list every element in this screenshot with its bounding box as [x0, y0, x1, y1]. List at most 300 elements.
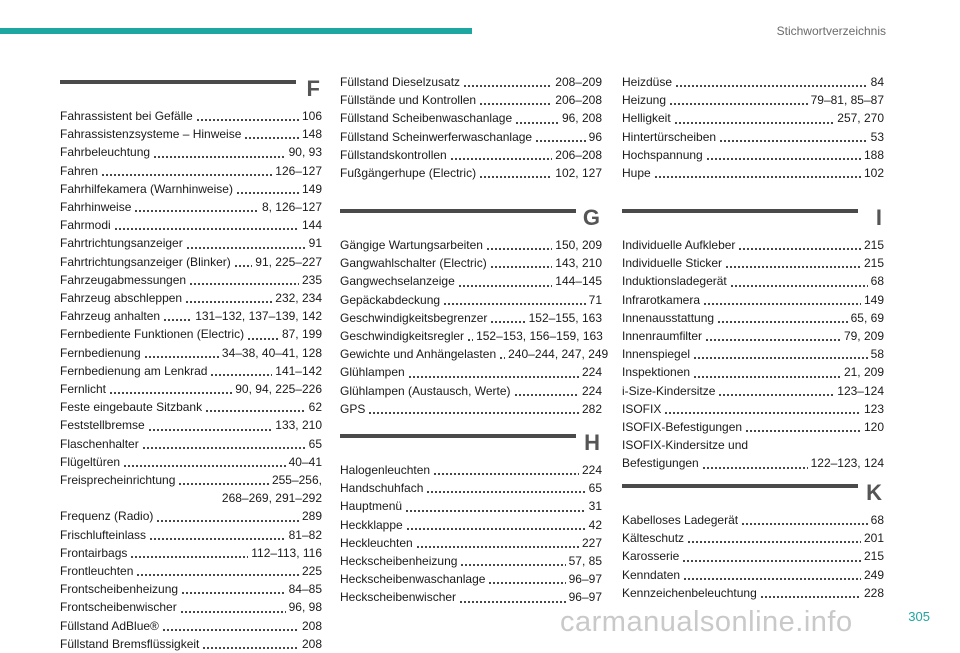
dot-leader: [738, 248, 861, 250]
index-entry-term: Feststellbremse: [60, 418, 145, 433]
index-entry: [60, 453, 322, 471]
index-entry-term: GPS: [340, 401, 366, 416]
index-entry-pages: 42: [588, 517, 602, 532]
index-entry-list: [60, 107, 322, 653]
index-entry-term: Fußgängerhupe (Electric): [340, 166, 477, 181]
dot-leader: [136, 574, 299, 576]
index-entry-pages: 152–155, 163: [528, 310, 602, 325]
index-entry-term: Fahrassistenzsysteme – Hinweise: [60, 127, 242, 142]
index-entry-pages: 96, 98: [288, 600, 322, 615]
dot-leader: [703, 303, 861, 305]
dot-leader: [458, 285, 553, 287]
index-entry: [60, 216, 322, 234]
dot-leader: [486, 248, 552, 250]
index-entry-term: Hupe: [622, 166, 651, 181]
dot-leader: [467, 339, 473, 341]
index-entry: [340, 516, 602, 534]
index-entry-list: [340, 73, 602, 182]
index-entry: [340, 570, 602, 588]
index-entry-term: Fahrzeug abschleppen: [60, 291, 183, 306]
index-entry-term: Glühlampen (Austausch, Werte): [340, 383, 511, 398]
dot-leader: [101, 174, 272, 176]
index-entry-pages: 96: [588, 129, 602, 144]
section-letter: I: [875, 205, 882, 230]
index-entry: [340, 309, 602, 327]
index-entry: [340, 479, 602, 497]
index-entry-term: Fahrassistent bei Gefälle: [60, 109, 193, 123]
index-entry-term: Kälteschutz: [622, 531, 685, 546]
index-entry-pages: 90, 93: [288, 145, 322, 160]
index-entry: [340, 382, 602, 400]
index-entry-term: Fahren: [60, 163, 99, 178]
dot-leader: [683, 578, 861, 580]
dot-leader: [180, 611, 286, 613]
dot-leader: [717, 321, 848, 323]
dot-leader: [459, 601, 566, 603]
index-entry-pages: 289: [301, 509, 322, 524]
index-entry-pages: 91: [308, 236, 322, 251]
dot-leader: [406, 528, 586, 530]
index-entry-pages: 90, 94, 225–226: [235, 382, 322, 397]
index-entry-list: [622, 73, 884, 182]
index-entry-pages: 152–153, 156–159, 163: [476, 329, 603, 344]
section-H: [340, 430, 602, 607]
index-entry-term: Fernbediente Funktionen (Electric): [60, 327, 245, 342]
index-entry-term: Füllstandskontrollen: [340, 147, 447, 162]
index-entry-term: Handschuhfach: [340, 481, 424, 496]
index-entry: [60, 143, 322, 161]
index-entry-term: Flügeltüren: [60, 454, 121, 469]
index-entry-term: Feste eingebaute Sitzbank: [60, 400, 203, 415]
index-entry-pages: 126–127: [275, 163, 322, 178]
index-entry: [60, 307, 322, 325]
dot-leader: [664, 412, 861, 414]
dot-leader: [368, 412, 579, 414]
section-header: [340, 205, 602, 229]
dot-leader: [702, 467, 808, 469]
index-entry: [60, 198, 322, 216]
index-entry: [622, 454, 884, 472]
dot-leader: [186, 247, 306, 249]
index-entry: [60, 398, 322, 416]
index-entry: [622, 566, 884, 584]
dot-leader: [149, 538, 286, 540]
index-entry: [622, 236, 884, 254]
dot-leader: [499, 357, 505, 359]
dot-leader: [463, 85, 552, 87]
index-entry-term: Frontscheibenheizung: [60, 582, 179, 597]
index-entry-term: Infrarotkamera: [622, 292, 701, 307]
index-entry: [622, 327, 884, 345]
dot-leader: [693, 376, 841, 378]
index-entry: [60, 234, 322, 252]
index-entry-term: Kabelloses Ladegerät: [622, 513, 739, 527]
dot-leader: [247, 338, 279, 340]
index-entry-pages: 65, 69: [850, 310, 884, 325]
index-entry: [60, 325, 322, 343]
index-entry-term: Frontleuchten: [60, 564, 134, 579]
dot-leader: [148, 429, 273, 431]
index-entry-pages: 215: [863, 549, 884, 564]
index-entry-term: Inspektionen: [622, 365, 691, 380]
index-entry-pages: 81–82: [288, 527, 322, 542]
dot-leader: [535, 140, 586, 142]
index-entry-term: Individuelle Sticker: [622, 256, 723, 271]
section-header: [60, 76, 322, 100]
dot-leader: [178, 483, 269, 485]
index-entry-term: Gepäckabdeckung: [340, 292, 441, 307]
index-entry: [60, 526, 322, 544]
section-letter: H: [584, 430, 600, 455]
dot-leader: [718, 394, 834, 396]
dot-leader: [675, 85, 868, 87]
index-entry: [60, 507, 322, 525]
section-header: [340, 430, 602, 454]
index-entry-pages: 208–209: [555, 75, 602, 89]
index-entry: [622, 584, 884, 602]
index-entry: [340, 109, 602, 127]
dot-leader: [514, 394, 579, 396]
index-entry-pages: 225: [301, 564, 322, 579]
index-entry-pages: 208: [301, 618, 322, 633]
index-entry-pages: 240–244, 247, 249: [508, 347, 609, 362]
index-entry-pages: 188: [863, 147, 884, 162]
dot-leader: [488, 582, 565, 584]
index-entry: [60, 635, 322, 653]
index-entry-term: Frontairbags: [60, 545, 128, 560]
index-entry-term: Fahrzeug anhalten: [60, 309, 161, 324]
index-entry-term: Geschwindigkeitsregler: [340, 329, 465, 344]
index-entry: [622, 73, 884, 91]
index-entry-pages: 96–97: [568, 590, 602, 605]
index-entry: [60, 125, 322, 143]
index-entry: [340, 91, 602, 109]
index-entry-pages: 208: [301, 636, 322, 651]
dot-leader: [236, 192, 299, 194]
index-entry-pages: 149: [863, 292, 884, 307]
index-entry-pages: 215: [863, 256, 884, 271]
dot-leader: [479, 176, 552, 178]
index-entry-term: Fahrtrichtungsanzeiger: [60, 236, 183, 251]
index-entry-term: Kenndaten: [622, 567, 681, 582]
index-entry-term: Gangwechselanzeige: [340, 274, 455, 289]
index-entry: [60, 435, 322, 453]
index-entry-pages: 68: [870, 274, 884, 289]
dot-leader: [730, 285, 868, 287]
index-entry-term: Innenraumfilter: [622, 329, 703, 344]
index-entry-term: Halogenleuchten: [340, 463, 431, 477]
index-entry: [60, 562, 322, 580]
index-entry-term: Füllstand Dieselzusatz: [340, 75, 461, 89]
index-entry-term: Füllstände und Kontrollen: [340, 93, 477, 108]
dot-leader: [654, 176, 861, 178]
index-entry: [340, 272, 602, 290]
index-entry: [622, 272, 884, 290]
dot-leader: [189, 283, 299, 285]
section-divider: [622, 484, 858, 488]
dot-leader: [515, 122, 559, 124]
section-divider: [340, 209, 576, 213]
index-entry: [622, 164, 884, 182]
section-divider: [340, 434, 576, 438]
dot-leader: [705, 339, 841, 341]
dot-leader: [725, 266, 861, 268]
index-entry-pages: 257, 270: [837, 111, 884, 126]
index-entry-term: Gängige Wartungsarbeiten: [340, 238, 483, 252]
index-entry-pages: 62: [308, 400, 322, 415]
index-entry-term: Hauptmenü: [340, 499, 403, 514]
index-entry-pages: 79–81, 85–87: [810, 93, 884, 108]
index-entry: [622, 363, 884, 381]
index-entry: [340, 291, 602, 309]
index-entry-term: Glühlampen: [340, 365, 405, 380]
index-entry: [60, 253, 322, 271]
index-entry: [622, 529, 884, 547]
index-entry-term: ISOFIX-Befestigungen: [622, 420, 743, 435]
index-entry-pages: 133, 210: [275, 418, 322, 433]
dot-leader: [244, 137, 299, 139]
index-entry: [60, 271, 322, 289]
index-entry-term: Heizung: [622, 93, 667, 108]
index-entry-pages: 57, 85: [568, 554, 602, 569]
index-entry-term: Füllstand AdBlue®: [60, 618, 159, 633]
index-entry-pages: 71: [588, 292, 602, 307]
index-entry-pages: 84–85: [288, 582, 322, 597]
index-entry: [340, 552, 602, 570]
index-entry-term: Fahrmodi: [60, 218, 111, 233]
index-entry-term: Heckscheibenwischer: [340, 590, 457, 605]
index-entry-term: Füllstand Bremsflüssigkeit: [60, 636, 200, 651]
index-entry: [340, 534, 602, 552]
index-entry-pages: 232, 234: [275, 291, 322, 306]
index-entry: [60, 289, 322, 307]
index-entry: [60, 107, 322, 125]
index-entry-term: Karosserie: [622, 549, 680, 564]
index-entry-pages: 65: [588, 481, 602, 496]
index-entry-term: Helligkeit: [622, 111, 671, 126]
dot-leader: [144, 356, 219, 358]
index-entry-term: Induktionsladegerät: [622, 274, 727, 289]
index-entry-pages: 144–145: [555, 274, 602, 289]
index-entry-pages-continued: 268–269, 291–292: [221, 491, 322, 506]
index-entry-pages: 91, 225–227: [255, 254, 322, 269]
section-F-continued: [340, 73, 602, 182]
dot-leader: [741, 523, 868, 525]
index-entry-pages: 31: [588, 499, 602, 514]
header-accent-bar: [0, 28, 472, 34]
index-entry-pages: 224: [581, 365, 602, 380]
index-entry-pages: 215: [863, 238, 884, 252]
dot-leader: [408, 376, 579, 378]
index-entry: [340, 254, 602, 272]
index-entry-pages: 84: [870, 75, 884, 89]
index-entry-pages: 201: [863, 531, 884, 546]
dot-leader: [163, 319, 192, 321]
index-entry-term: Heckscheibenwaschanlage: [340, 572, 486, 587]
section-letter: K: [866, 480, 882, 505]
index-entry: [622, 291, 884, 309]
dot-leader: [196, 119, 299, 121]
index-entry-pages: 206–208: [555, 93, 602, 108]
index-entry: [340, 588, 602, 606]
index-entry: [340, 400, 602, 418]
index-entry-pages: 53: [870, 129, 884, 144]
dot-leader: [443, 303, 586, 305]
index-entry: [622, 400, 884, 418]
index-entry-term: Fahrhilfekamera (Warnhinweise): [60, 181, 233, 196]
index-entry-term: Innenspiegel: [622, 347, 691, 362]
dot-leader: [156, 520, 299, 522]
dot-leader: [134, 210, 259, 212]
index-entry: [340, 164, 602, 182]
index-entry: [622, 128, 884, 146]
index-entry-pages: 58: [870, 347, 884, 362]
index-entry: [60, 598, 322, 616]
dot-leader: [719, 140, 868, 142]
index-entry-pages: 106: [301, 109, 322, 123]
dot-leader: [706, 158, 861, 160]
dot-leader: [162, 629, 299, 631]
index-entry-term: Frischlufteinlass: [60, 527, 147, 542]
index-entry: [340, 363, 602, 381]
index-entry-term: Hochspannung: [622, 147, 703, 162]
index-entry-term: Fahrhinweise: [60, 200, 132, 215]
index-entry-pages: 112–113, 116: [251, 545, 322, 560]
index-entry-term: Freisprecheinrichtung: [60, 473, 176, 488]
index-entry: [340, 327, 602, 345]
dot-leader: [490, 266, 553, 268]
section-letter: G: [582, 205, 600, 230]
index-entry-term: Heckleuchten: [340, 535, 413, 550]
index-entry-pages: 206–208: [555, 147, 602, 162]
index-entry-pages: 120: [863, 420, 884, 435]
index-entry-pages: 122–123, 124: [810, 456, 884, 471]
index-entry: [622, 91, 884, 109]
index-entry: [340, 461, 602, 479]
page-number: 305: [908, 609, 930, 624]
index-entry-pages: 102, 127: [555, 166, 602, 181]
index-entry: [340, 236, 602, 254]
index-entry-term: Individuelle Aufkleber: [622, 238, 736, 252]
index-entry-pages: 149: [301, 181, 322, 196]
index-entry-pages: 282: [581, 401, 602, 416]
index-entry-pages: 255–256,: [271, 473, 322, 488]
index-entry-term-line: ISOFIX-Kindersitze und: [622, 438, 749, 453]
index-entry-pages: 224: [581, 383, 602, 398]
dot-leader: [405, 510, 586, 512]
index-entry-pages: 21, 209: [843, 365, 884, 380]
index-entry: [622, 254, 884, 272]
index-entry-pages: 40–41: [288, 454, 322, 469]
index-entry-pages: 235: [301, 272, 322, 287]
index-entry: [60, 580, 322, 598]
index-entry: [340, 497, 602, 515]
dot-leader: [416, 546, 579, 548]
index-entry: [622, 382, 884, 400]
index-entry-pages: 143, 210: [555, 256, 602, 271]
index-entry-term: Heckklappe: [340, 517, 403, 532]
dot-leader: [479, 103, 552, 105]
index-entry-term: Heizdüse: [622, 75, 673, 89]
index-entry-term: Frequenz (Radio): [60, 509, 154, 524]
index-entry-term: i-Size-Kindersitze: [622, 383, 716, 398]
section-letter: F: [306, 76, 320, 101]
index-entry-pages: 131–132, 137–139, 142: [195, 309, 322, 324]
section-header: [622, 480, 884, 504]
index-entry-term: ISOFIX: [622, 401, 662, 416]
index-entry-list: [622, 236, 884, 473]
index-entry-pages: 87, 199: [281, 327, 322, 342]
index-entry: [622, 309, 884, 327]
section-divider: [622, 209, 858, 213]
dot-leader: [153, 156, 286, 158]
index-entry: [60, 380, 322, 398]
index-entry-pages: 141–142: [275, 363, 322, 378]
watermark: carmanualsonline.info: [560, 606, 853, 638]
index-entry: [60, 344, 322, 362]
index-entry: [622, 146, 884, 164]
dot-leader: [142, 447, 306, 449]
dot-leader: [460, 564, 565, 566]
index-entry: [60, 617, 322, 635]
index-entry-pages: 249: [863, 567, 884, 582]
dot-leader: [114, 228, 299, 230]
index-entry-term: Fernbedienung: [60, 345, 141, 360]
index-entry-term: Befestigungen: [622, 456, 699, 471]
index-entry: [60, 416, 322, 434]
dot-leader: [234, 265, 253, 267]
section-G: [340, 205, 609, 418]
index-entry: [340, 345, 609, 363]
dot-leader: [745, 430, 861, 432]
index-entry: [622, 418, 884, 436]
dot-leader: [426, 491, 585, 493]
section-H-continued: [622, 73, 884, 182]
index-entry-pages: 102: [863, 166, 884, 181]
index-entry: [60, 362, 322, 380]
index-entry-pages: 96, 208: [561, 111, 602, 126]
section-K: [622, 480, 884, 602]
dot-leader: [130, 556, 248, 558]
index-entry-pages: 224: [581, 463, 602, 477]
index-entry-term: Fahrtrichtungsanzeiger (Blinker): [60, 254, 231, 269]
index-entry-pages: 65: [308, 436, 322, 451]
section-F: [60, 76, 322, 653]
dot-leader: [185, 301, 272, 303]
page-header-title: Stichwortverzeichnis: [776, 24, 886, 38]
section-divider: [60, 80, 296, 84]
dot-leader: [202, 647, 299, 649]
index-entry: [622, 109, 884, 127]
index-entry-term: Gewichte und Anhängelasten: [340, 347, 497, 362]
index-entry-term: Frontscheibenwischer: [60, 600, 177, 615]
dot-leader: [687, 541, 861, 543]
dot-leader: [109, 392, 232, 394]
index-entry-term: Geschwindigkeitsbegrenzer: [340, 310, 488, 325]
dot-leader: [682, 560, 861, 562]
index-entry: [60, 162, 322, 180]
index-entry: [60, 180, 322, 198]
index-entry: [622, 511, 884, 529]
index-entry-list: [340, 236, 609, 418]
index-entry-term: Flaschenhalter: [60, 436, 139, 451]
section-header: [622, 205, 884, 229]
index-entry-pages: 148: [301, 127, 322, 142]
index-entry-term: Fernbedienung am Lenkrad: [60, 363, 208, 378]
index-entry: [60, 471, 322, 489]
index-entry-list: [340, 461, 602, 607]
dot-leader: [450, 158, 553, 160]
